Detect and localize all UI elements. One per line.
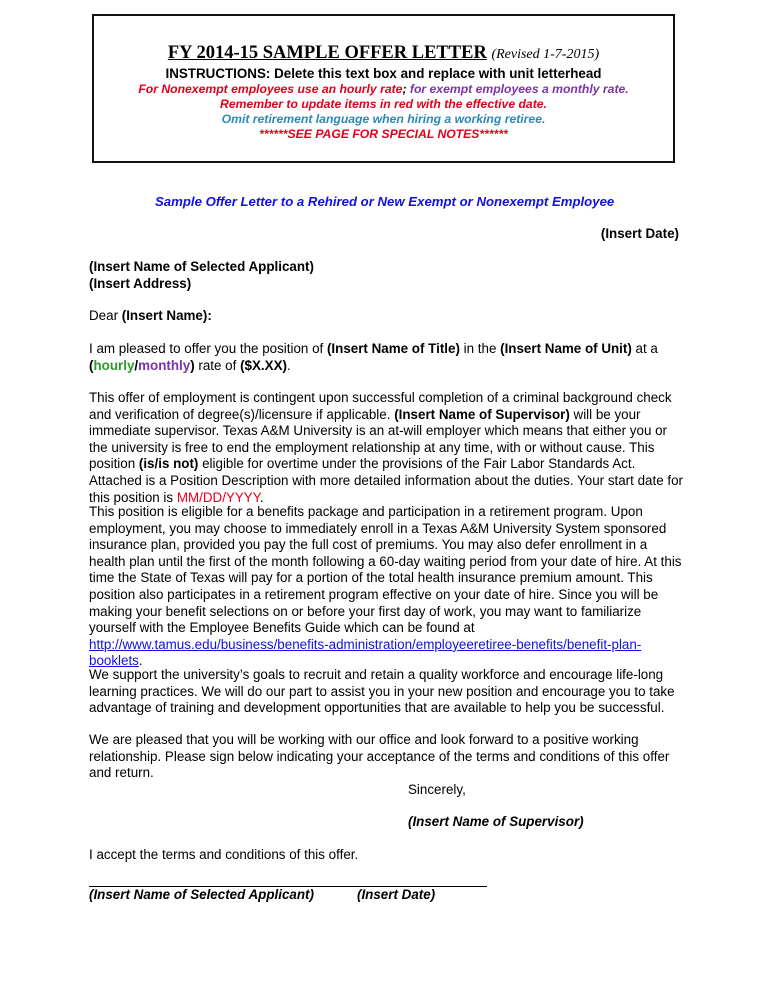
revised-date: (Revised 1-7-2015) [491,47,600,62]
supervisor-signature: (Insert Name of Supervisor) [408,814,584,829]
applicant-name: (Insert Name of Selected Applicant) [89,259,314,274]
applicant-signature-label: (Insert Name of Selected Applicant) [89,887,314,902]
update-note: Remember to update items in red with the effective date. [220,97,547,111]
insert-date: (Insert Date) [600,226,679,241]
benefits-guide-link-cont[interactable]: booklets [89,653,139,669]
closing-salutation: Sincerely, [408,782,466,797]
rate-note: For Nonexempt employees use an hourly rate; for exempt employees a monthly rate. [138,82,629,96]
special-notes: ******SEE PAGE FOR SPECIAL NOTES****** [259,127,508,141]
applicant-address: (Insert Address) [89,275,192,291]
offer-paragraph: I am pleased to offer you the position of (Insert Name of Title) in the (Insert Name of Unit) at a (hourly/monthly) rate of ($X.XX). [89,341,658,373]
closing-paragraph: We are pleased that you will be working with our office and look forward to a positive working relationship. Please sign below indicating your acceptance of the terms and conditions of this offer and return. [89,732,670,781]
acceptance-statement: I accept the terms and conditions of this offer. [89,847,359,862]
goals-paragraph: We support the university’s goals to recruit and retain a quality workforce and encourage life-long learning practices. We will do our part to assist you in your new position and encourage you to take advantage of training and development opportunities that are available to help you be successful. [89,667,675,716]
instructions-box [92,14,675,163]
letter-title: FY 2014-15 SAMPLE OFFER LETTER (Revised 1-7-2015) [167,43,600,63]
address-block [89,259,685,292]
benefits-paragraph: This position is eligible for a benefits package and participation in a retirement program. Upon employment, you may choose to immediately enroll in a Texas A&M University System sponsored insurance plan, provided you pay the full cost of premiums. You may also defer enrollment in a health plan until the first of the month following a 60-day waiting period from your date of hire. At this time the State of Texas will pay for a portion of the total health insurance premium amount. This position also participates in a retirement program effective on your date of hire. Since you will be making your benefit selections on or before your first day of work, you may want to familiarize yourself with the Employee Benefits Guide which can be found at http://www.tamus.edu/business/benefits-administration/employeeretiree-benefits/benefit-plan- booklets. [89,504,682,669]
retiree-note: Omit retirement language when hiring a working retiree. [221,112,546,126]
benefits-guide-link[interactable]: http://www.tamus.edu/business/benefits-administration/employeeretiree-benefits/benefit-plan- [89,636,642,652]
salutation: Dear (Insert Name): [89,308,212,323]
employment-paragraph: This offer of employment is contingent upon successful completion of a criminal background check and verification of degree(s)/licensure if applicable. (Insert Name of Supervisor) will be your immediate supervisor. Texas A&M University is an at-will employer which means that either you or the university is free to end the employment relationship at any time, with or without cause. This position (is/is not) eligible for overtime under the provisions of the Fair Labor Standards Act. Attached is a Position Description with more detailed information about the duties. Your start date for this position is MM/DD/YYYY. [89,390,683,505]
signature-date-label: (Insert Date) [357,887,436,902]
letter-heading: Sample Offer Letter to a Rehired or New Exempt or Nonexempt Employee [155,194,615,209]
instructions-text: INSTRUCTIONS: Delete this text box and replace with unit letterhead [165,66,602,81]
